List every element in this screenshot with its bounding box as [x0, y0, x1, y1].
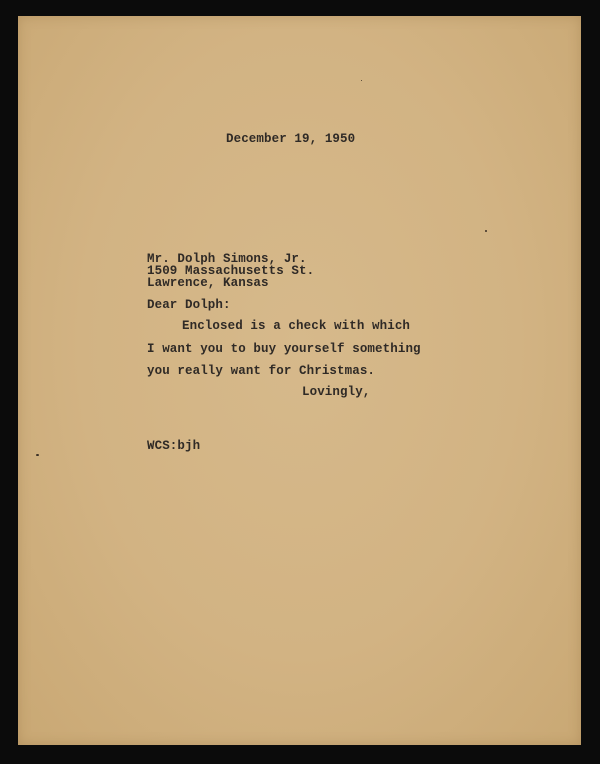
recipient-name: Mr. Dolph Simons, Jr. [147, 252, 307, 266]
reference-initials: WCS:bjh [147, 439, 201, 453]
salutation: Dear Dolph: [147, 298, 231, 312]
body-line-1: Enclosed is a check with which [182, 319, 411, 333]
body-line-2: I want you to buy yourself something [147, 342, 421, 356]
recipient-city: Lawrence, Kansas [147, 276, 269, 290]
paper-speck [36, 454, 39, 456]
paper-speck [485, 230, 487, 232]
letter-date: December 19, 1950 [226, 132, 356, 146]
closing: Lovingly, [302, 385, 371, 399]
paper-speck [361, 80, 362, 81]
letter-page [18, 16, 581, 745]
recipient-street: 1509 Massachusetts St. [147, 264, 315, 278]
body-line-3: you really want for Christmas. [147, 364, 376, 378]
